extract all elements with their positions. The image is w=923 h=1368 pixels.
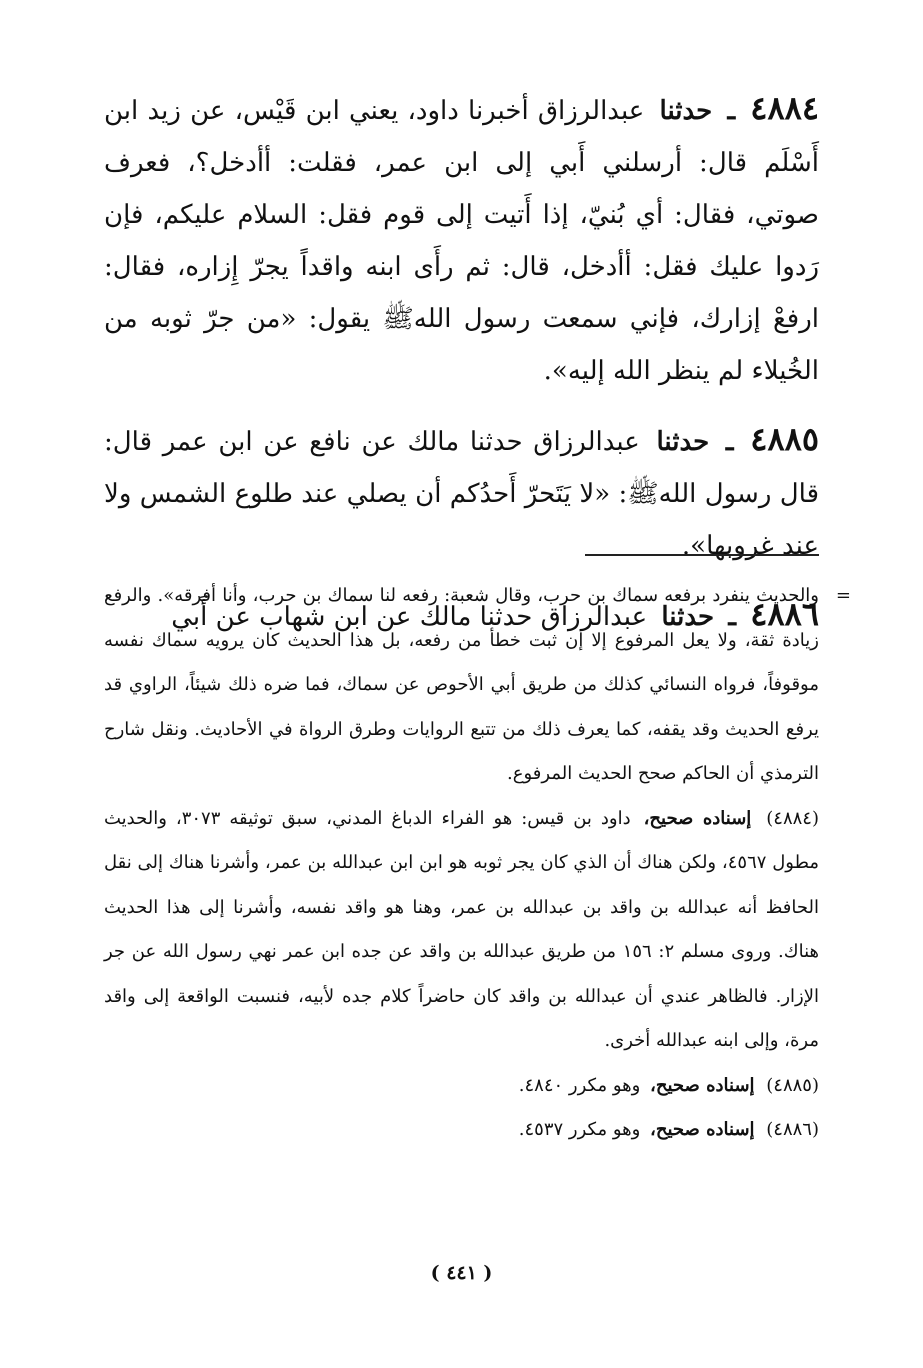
footnote-text: داود بن قيس: هو الفراء الدباغ المدني، سبق توثيقه ٣٠٧٣، والحديث مطول ٤٥٦٧، ولكن هناك أن الذي كان يجر ثوبه هو ابن ابن عبدالله بن عمر، وأشرنا هناك إلى نقل الحافظ أنه عبدالله بن واقد بن عبدالله بن عمر، وهنا هو واقد نفسه، وأشرنا إلى هذا الحديث هناك. وروى مسلم ٢: ١٥٦ من طريق عبدالله بن واقد عن جده ابن عمر نهي رسول الله عن جر الإزار. فالظاهر عندي أن عبدالله بن واقد كان حاضراً كلام جده لأبيه، فنسبت الواقعة إلى واقد مرة، وإلى ابنه عبدالله أخرى. [104, 807, 820, 1051]
footnote-4886 [104, 1108, 819, 1153]
footnote-text: وهو مكرر ٤٨٤٠. [518, 1074, 641, 1096]
hadith-4884 [104, 82, 819, 397]
hadith-text: عبدالرزاق حدثنا مالك عن ابن شهاب عن أَبي [171, 602, 648, 632]
main-text [104, 82, 819, 659]
footnote-number: (٤٨٨٦) [766, 1119, 819, 1140]
hadith-dash: ـ [727, 96, 736, 126]
hadith-number: ٤٨٨٥ [750, 420, 820, 458]
hadith-4885 [104, 413, 819, 572]
footnotes [104, 574, 851, 1153]
hadith-text: عبدالرزاق حدثنا مالك عن نافع عن ابن عمر قال: قال رسول اللهﷺ: «لا يَتَحرّ أَحدُكم أن يصلي عند طلوع الشمس ولا عند غروبها». [104, 427, 819, 561]
hadith-dash: ـ [725, 427, 734, 457]
hadith-number: ٤٨٨٦ [750, 595, 819, 633]
footnote-text: وهو مكرر ٤٥٣٧. [518, 1119, 641, 1140]
hadith-number: ٤٨٨٤ [750, 89, 820, 127]
footnote-lead: إسناده صحيح، [650, 1119, 755, 1140]
hadith-text: عبدالرزاق أخبرنا داود، يعني ابن قَيْس، عن زيد ابن أَسْلَم قال: أرسلني أَبي إلى ابن عمر، فقلت: أأدخل؟، فعرف صوتي، فقال: أي بُنيّ، إذا أَتيت إلى قوم فقل: السلام عليكم، فإن رَدوا عليك فقل: أأدخل، قال: ثم رأَى ابنه واقداً يجرّ إِزاره، فقال: ارفعْ إزارك، فإني سمعت رسول اللهﷺ يقول: «من جرّ ثوبه من الخُيلاء لم ينظر الله إليه». [104, 96, 819, 386]
footnote-lead: إسناده صحيح، [650, 1074, 755, 1096]
footnote-4884 [104, 797, 819, 1064]
hadith-lead-word: حدثنا [659, 96, 713, 126]
continuation-mark: = [835, 585, 851, 606]
hadith-lead-word: حدثنا [661, 602, 715, 632]
footnote-continuation [104, 574, 851, 797]
footnote-number: (٤٨٨٤) [766, 807, 819, 829]
footnote-divider [585, 554, 819, 556]
page-number: ( ٤٤١ ) [430, 1262, 493, 1284]
footnote-number: (٤٨٨٥) [766, 1074, 819, 1096]
footnote-lead: إسناده صحيح، [643, 807, 752, 829]
footnote-text: والحديث ينفرد برفعه سماك بن حرب، وقال شعبة: رفعه لنا سماك بن حرب، وأنا أفرقه». والرفع زيادة ثقة، ولا يعل المرفوع إلا إن ثبت خطأ من رفعه، بل هذا الحديث كان يرويه سماك نفسه موقوفاً، فرواه النسائي كذلك من طريق أبي الأحوص عن سماك، فما ضره ذلك شيئاً، الراوي قد يرفع الحديث وقد يقفه، كما يعرف ذلك من تتبع الروايات وطرق الرواة في الأحاديث. ونقل شارح الترمذي أن الحاكم صحح الحديث المرفوع. [104, 585, 819, 784]
hadith-dash: ـ [728, 602, 736, 632]
hadith-lead-word: حدثنا [656, 427, 710, 457]
footnote-4885 [104, 1064, 819, 1109]
